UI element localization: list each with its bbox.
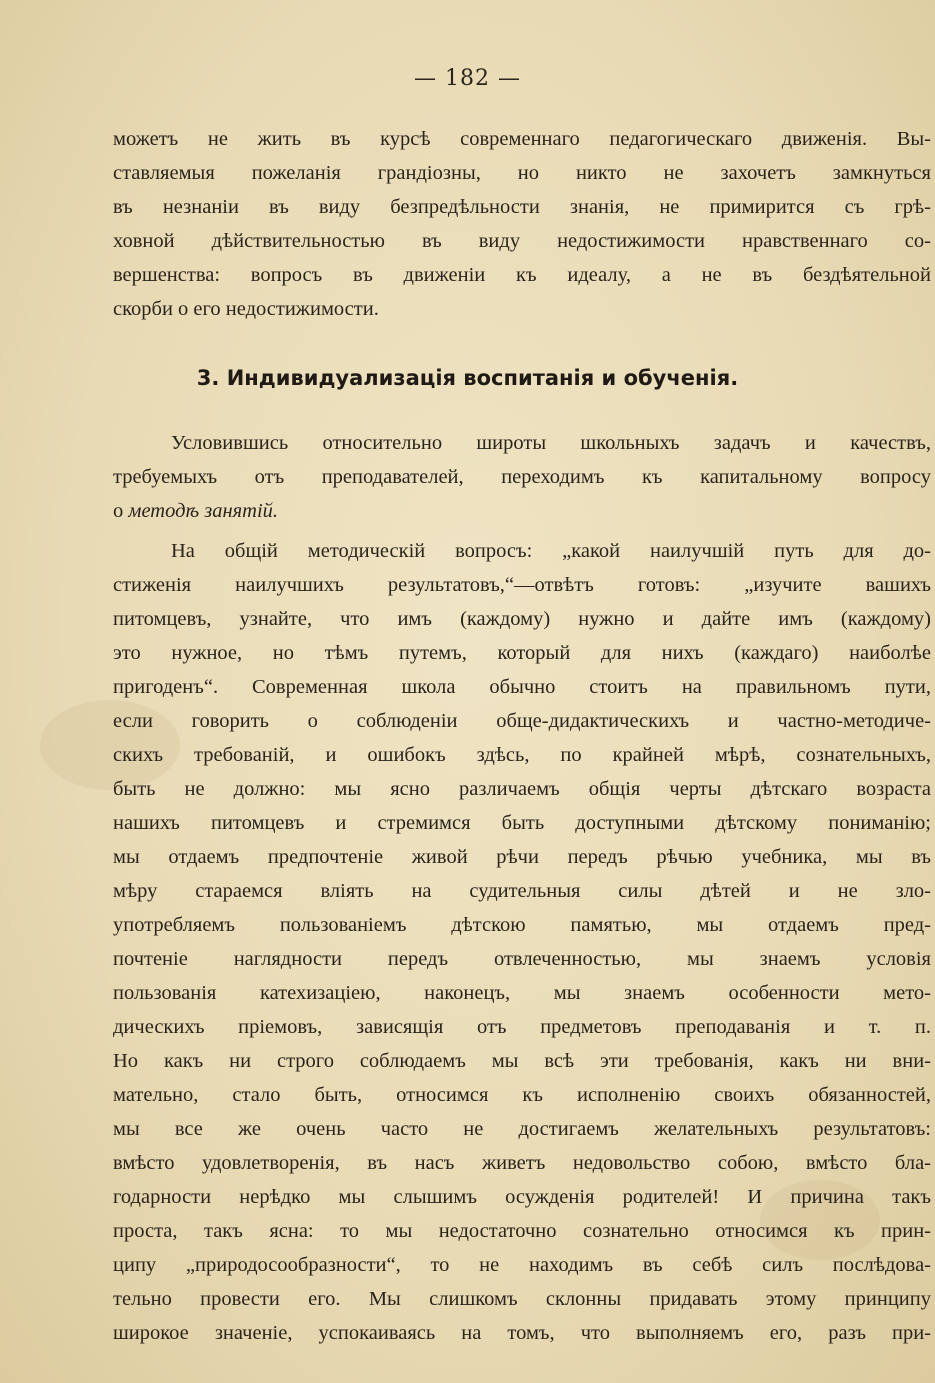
text-line: почтеніе наглядности передъ отвлеченностью, мы знаемъ условія [113, 948, 931, 970]
text-line: мы все же очень часто не достигаемъ желательныхъ результатовъ: [113, 1118, 931, 1140]
text-line: вмѣсто удовлетворенія, въ насъ живетъ недовольство собою, вмѣсто бла- [113, 1152, 931, 1174]
paragraph-method-intro [113, 426, 931, 528]
text-line: широкое значеніе, успокаиваясь на томъ, что выполняемъ его, разъ при- [113, 1322, 931, 1344]
text-line: вершенства: вопросъ въ движеніи къ идеалу, а не въ бездѣятельной [113, 264, 931, 286]
section-heading: 3. Индивидуализація воспитанія и обученія. [196, 366, 739, 390]
text-line: На общій методическій вопросъ: „какой наилучшій путь для до- [171, 540, 931, 562]
text-line: скихъ требованій, и ошибокъ здѣсь, по крайней мѣрѣ, сознательныхъ, [113, 744, 931, 766]
text-line: стиженія наилучшихъ результатовъ,“—отвѣтъ готовъ: „изучите вашихъ [113, 574, 931, 596]
page-number: — 182 — [414, 66, 521, 91]
text-line: годарности нерѣдко мы слышимъ осужденія родителей! И причина такъ [113, 1186, 931, 1208]
text-line [113, 494, 931, 528]
text-line: мательно, стало быть, относимся къ исполненію своихъ обязанностей, [113, 1084, 931, 1106]
text-line: если говорить о соблюденіи обще-дидактическихъ и частно-методиче- [113, 710, 931, 732]
text-line: проста, такъ ясна: то мы недостаточно сознательно относимся къ прин- [113, 1220, 931, 1242]
emphasis-text: методѣ занятій. [128, 500, 279, 522]
intro-paragraph [113, 122, 931, 326]
text-line: это нужное, но тѣмъ путемъ, который для нихъ (каждаго) наиболѣе [113, 642, 931, 664]
text-line: употребляемъ пользованіемъ дѣтскою памятью, мы отдаемъ пред- [113, 914, 931, 936]
text-line: Условившись относительно широты школьныхъ задачъ и качествъ, [171, 432, 931, 454]
text-line: быть не должно: мы ясно различаемъ общія черты дѣтскаго возраста [113, 778, 931, 800]
text-line: пригоденъ“. Современная школа обычно стоитъ на правильномъ пути, [113, 676, 931, 698]
paragraph-method-body [113, 534, 931, 1350]
text-line: требуемыхъ отъ преподавателей, переходимъ къ капитальному вопросу [113, 466, 931, 488]
text-line: ставляемыя пожеланія грандіозны, но никто не захочетъ замкнуться [113, 162, 931, 184]
text-fragment: о [113, 500, 124, 522]
text-line: скорби о его недостижимости. [113, 298, 379, 320]
text-line: ховной дѣйствительностью въ виду недостижимости нравственнаго со- [113, 230, 931, 252]
text-line: въ незнаніи въ виду безпредѣльности знанія, не примирится съ грѣ- [113, 196, 931, 218]
text-line: тельно провести его. Мы слишкомъ склонны придавать этому принципу [113, 1288, 931, 1310]
text-line: дическихъ пріемовъ, зависящія отъ предметовъ преподаванія и т. п. [113, 1016, 931, 1038]
text-line: мы отдаемъ предпочтеніе живой рѣчи передъ рѣчью учебника, мы въ [113, 846, 931, 868]
text-line: ципу „природосообразности“, то не находимъ въ себѣ силъ послѣдова- [113, 1254, 931, 1276]
text-line: можетъ не жить въ курсѣ современнаго педагогическаго движенія. Вы- [113, 128, 931, 150]
text-line: нашихъ питомцевъ и стремимся быть доступными дѣтскому пониманію; [113, 812, 931, 834]
text-line: пользованія катехизаціею, наконецъ, мы знаемъ особенности мето- [113, 982, 931, 1004]
text-line: Но какъ ни строго соблюдаемъ мы всѣ эти требованія, какъ ни вни- [113, 1050, 931, 1072]
text-line: мѣру стараемся вліять на судительныя силы дѣтей и не зло- [113, 880, 931, 902]
text-line: питомцевъ, узнайте, что имъ (каждому) нужно и дайте имъ (каждому) [113, 608, 931, 630]
